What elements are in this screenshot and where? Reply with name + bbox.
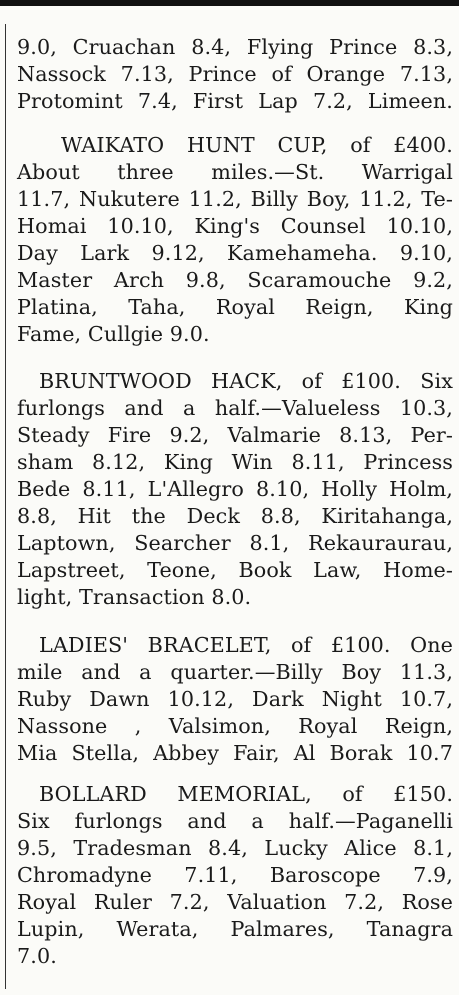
- entry-line: Protomint 7.4, First Lap 7.2, Limeen.: [17, 89, 453, 113]
- entry-line: Steady Fire 9.2, Valmarie 8.13, Per-: [17, 423, 453, 447]
- entry-line: mile and a quarter.—Billy Boy 11.3,: [17, 660, 453, 684]
- entry-line: Lupin, Werata, Palmares, Tanagra: [17, 917, 453, 941]
- entry-line: 11.7, Nukutere 11.2, Billy Boy, 11.2, Te-: [17, 187, 453, 211]
- entry-line: Chromadyne 7.11, Baroscope 7.9,: [17, 863, 453, 887]
- entry-line: Royal Ruler 7.2, Valuation 7.2, Rose: [17, 890, 453, 914]
- entry-ladies-bracelet: [17, 632, 453, 767]
- column-rule: [5, 24, 6, 989]
- entry-line: BOLLARD MEMORIAL, of £150.: [39, 782, 453, 806]
- entry-line: Nassone , Valsimon, Royal Reign,: [17, 714, 453, 738]
- entry-line: Laptown, Searcher 8.1, Rekauraurau,: [17, 531, 453, 555]
- entry-line: Day Lark 9.12, Kamehameha. 9.10,: [17, 241, 453, 265]
- entry-continuation: [17, 34, 453, 115]
- entry-line: light, Transaction 8.0.: [17, 585, 252, 609]
- entry-line: Lapstreet, Teone, Book Law, Home-: [17, 558, 453, 582]
- entry-line: Nassock 7.13, Prince of Orange 7.13,: [17, 62, 453, 86]
- entry-line: About three miles.—St. Warrigal: [17, 160, 453, 184]
- entry-line: sham 8.12, King Win 8.11, Princess: [17, 450, 453, 474]
- entry-line: 9.5, Tradesman 8.4, Lucky Alice 8.1,: [17, 836, 453, 860]
- entry-line: 9.0, Cruachan 8.4, Flying Prince 8.3,: [17, 35, 453, 59]
- entry-line: Fame, Cullgie 9.0.: [17, 322, 210, 346]
- entry-line: BRUNTWOOD HACK, of £100. Six: [39, 369, 453, 393]
- entry-line: Ruby Dawn 10.12, Dark Night 10.7,: [17, 687, 453, 711]
- entry-line: Mia Stella, Abbey Fair, Al Borak 10.7: [17, 741, 453, 765]
- entry-line: LADIES' BRACELET, of £100. One: [39, 633, 453, 657]
- entry-line: furlongs and a half.—Valueless 10.3,: [17, 396, 453, 420]
- entry-line: 8.8, Hit the Deck 8.8, Kiritahanga,: [17, 504, 453, 528]
- entry-line: Platina, Taha, Royal Reign, King: [17, 295, 453, 319]
- entry-line: Master Arch 9.8, Scaramouche 9.2,: [17, 268, 453, 292]
- entry-waikato-hunt-cup: [17, 132, 453, 348]
- entry-line: Bede 8.11, L'Allegro 8.10, Holly Holm,: [17, 477, 453, 501]
- entry-bollard-memorial: [17, 781, 453, 970]
- entry-line: Six furlongs and a half.—Paganelli: [17, 809, 453, 833]
- entry-line: 7.0.: [17, 944, 57, 968]
- entry-bruntwood-hack: [17, 368, 453, 611]
- entry-line: WAIKATO HUNT CUP, of £400.: [61, 133, 453, 157]
- top-rule: [0, 0, 459, 6]
- entry-line: Homai 10.10, King's Counsel 10.10,: [17, 214, 453, 238]
